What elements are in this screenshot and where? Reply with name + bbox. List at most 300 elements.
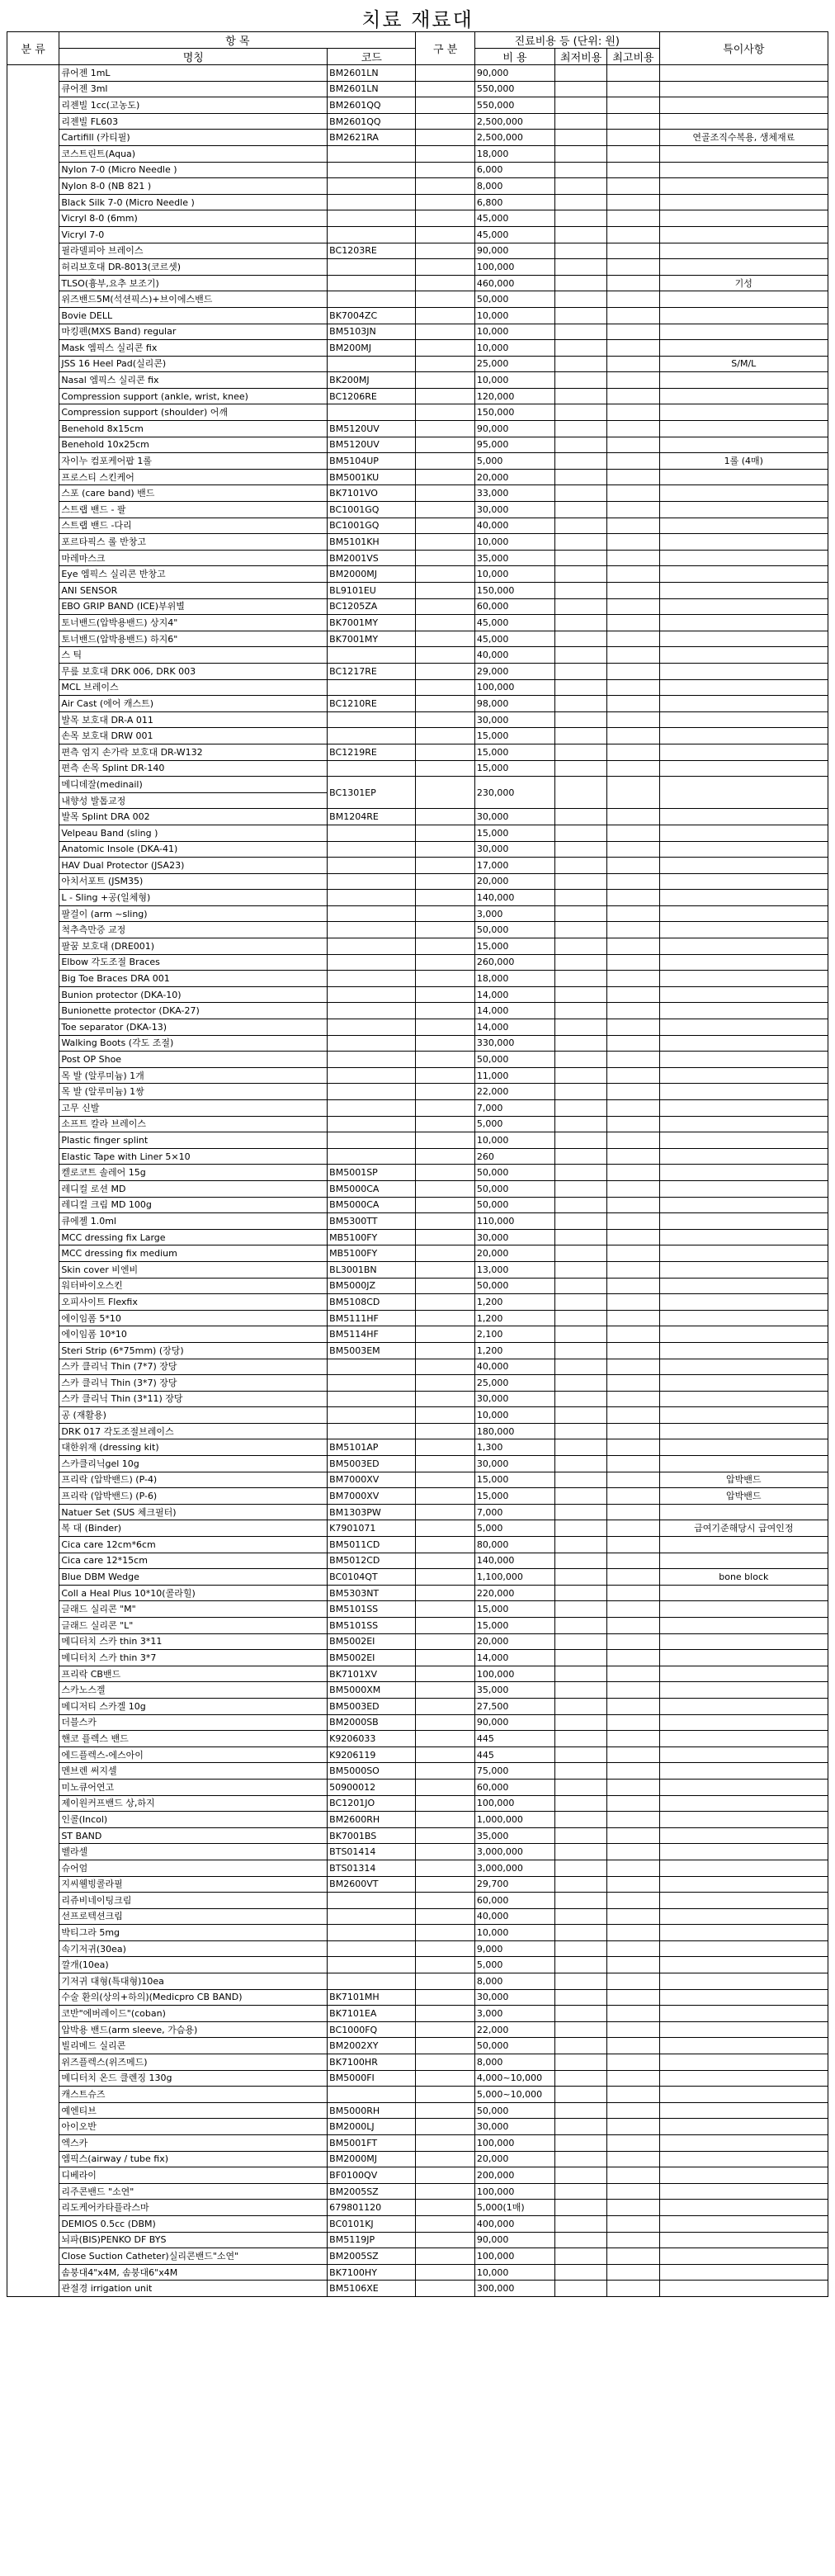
item-max-cost	[607, 1779, 659, 1795]
item-gubun	[416, 663, 475, 679]
item-gubun	[416, 1294, 475, 1311]
item-name: MCC dressing fix Large	[59, 1229, 328, 1245]
table-row	[7, 825, 828, 841]
item-gubun	[416, 1456, 475, 1472]
item-gubun	[416, 2070, 475, 2087]
table-row	[7, 2006, 828, 2022]
item-note	[659, 2215, 828, 2232]
item-name: 메디터치 스카 thin 3*11	[59, 1633, 328, 1650]
table-row	[7, 275, 828, 291]
table-row	[7, 226, 828, 243]
item-max-cost	[607, 2021, 659, 2038]
item-gubun	[416, 2183, 475, 2200]
item-cost: 3,000	[474, 2006, 554, 2022]
item-note	[659, 2151, 828, 2167]
item-note	[659, 1165, 828, 1181]
item-name: HAV Dual Protector (JSA23)	[59, 858, 328, 874]
item-cost: 150,000	[474, 583, 554, 599]
item-max-cost	[607, 2135, 659, 2152]
item-cost: 2,500,000	[474, 113, 554, 130]
item-gubun	[416, 1342, 475, 1359]
item-min-cost	[554, 858, 606, 874]
table-row	[7, 1908, 828, 1925]
item-note: 압박밴드	[659, 1488, 828, 1505]
item-cost: 45,000	[474, 226, 554, 243]
item-gubun	[416, 615, 475, 631]
item-min-cost	[554, 1456, 606, 1472]
item-code	[328, 841, 416, 858]
item-code: 679801120	[328, 2200, 416, 2216]
table-row	[7, 1472, 828, 1488]
item-name: Compression support (shoulder) 어깨	[59, 404, 328, 421]
item-gubun	[416, 1310, 475, 1326]
item-max-cost	[607, 2183, 659, 2200]
item-min-cost	[554, 1827, 606, 1844]
item-cost: 550,000	[474, 97, 554, 114]
item-code: BM5001SP	[328, 1165, 416, 1181]
item-code	[328, 275, 416, 291]
item-max-cost	[607, 1504, 659, 1520]
item-code	[328, 1973, 416, 1990]
table-row	[7, 1019, 828, 1036]
item-cost: 29,700	[474, 1876, 554, 1893]
item-code: BM5101SS	[328, 1601, 416, 1618]
item-code: 50900012	[328, 1779, 416, 1795]
item-cost: 9,000	[474, 1940, 554, 1957]
item-cost: 90,000	[474, 65, 554, 82]
header-name: 명칭	[59, 49, 328, 65]
item-cost: 200,000	[474, 2167, 554, 2184]
item-cost: 30,000	[474, 2119, 554, 2135]
table-row	[7, 178, 828, 195]
table-row	[7, 2183, 828, 2200]
item-max-cost	[607, 922, 659, 938]
item-name: 기저귀 대형(특대형)10ea	[59, 1973, 328, 1990]
item-cost: 25,000	[474, 356, 554, 372]
item-max-cost	[607, 1553, 659, 1569]
item-cost: 6,000	[474, 162, 554, 178]
item-max-cost	[607, 1342, 659, 1359]
item-code	[328, 1391, 416, 1407]
item-code: BC1000FQ	[328, 2021, 416, 2038]
item-cost: 2,100	[474, 1326, 554, 1343]
item-gubun	[416, 2119, 475, 2135]
item-cost: 40,000	[474, 518, 554, 534]
item-note	[659, 113, 828, 130]
item-name: 프리락 (압박밴드) (P-4)	[59, 1472, 328, 1488]
table-row	[7, 858, 828, 874]
table-row	[7, 1731, 828, 1747]
item-max-cost	[607, 356, 659, 372]
item-cost: 4,000~10,000	[474, 2070, 554, 2087]
item-cost: 1,300	[474, 1439, 554, 1456]
item-cost: 6,800	[474, 194, 554, 210]
item-name: 뇌파(BIS)PENKO DF BYS	[59, 2232, 328, 2248]
item-max-cost	[607, 858, 659, 874]
item-gubun	[416, 65, 475, 82]
table-row	[7, 1876, 828, 1893]
item-name: 필라델피아 브레이스	[59, 243, 328, 259]
item-gubun	[416, 1893, 475, 1909]
item-code	[328, 1940, 416, 1957]
item-name: 예엔티브	[59, 2102, 328, 2119]
item-note	[659, 1618, 828, 1634]
item-max-cost	[607, 954, 659, 971]
item-cost: 10,000	[474, 1925, 554, 1941]
item-name: 토너밴드(압박용밴드) 하지6"	[59, 631, 328, 647]
item-note	[659, 2232, 828, 2248]
item-name: 공 (재활용)	[59, 1407, 328, 1424]
item-min-cost	[554, 162, 606, 178]
table-row	[7, 1989, 828, 2006]
item-code	[328, 210, 416, 227]
table-row	[7, 1052, 828, 1068]
item-gubun	[416, 1132, 475, 1149]
item-gubun	[416, 145, 475, 162]
item-gubun	[416, 2151, 475, 2167]
item-cost: 5,000~10,000	[474, 2087, 554, 2103]
item-min-cost	[554, 1261, 606, 1278]
item-min-cost	[554, 469, 606, 485]
item-min-cost	[554, 1132, 606, 1149]
item-name: 리주콘밴드 "소연"	[59, 2183, 328, 2200]
item-gubun	[416, 1666, 475, 1682]
item-code: BM2000MJ	[328, 566, 416, 583]
item-code	[328, 1359, 416, 1375]
item-name: 미노큐어연고	[59, 1779, 328, 1795]
item-gubun	[416, 1213, 475, 1230]
item-gubun	[416, 1520, 475, 1537]
table-row	[7, 1488, 828, 1505]
item-gubun	[416, 1407, 475, 1424]
item-cost: 35,000	[474, 1682, 554, 1699]
table-row	[7, 1116, 828, 1132]
item-name: 목 발 (알루미늄) 1쌍	[59, 1084, 328, 1100]
table-row	[7, 2038, 828, 2054]
item-note	[659, 372, 828, 389]
item-gubun	[416, 1925, 475, 1941]
item-cost: 20,000	[474, 1633, 554, 1650]
item-max-cost	[607, 1876, 659, 1893]
item-cost: 15,000	[474, 1601, 554, 1618]
item-code	[328, 873, 416, 890]
item-max-cost	[607, 1520, 659, 1537]
item-max-cost	[607, 1698, 659, 1714]
item-max-cost	[607, 210, 659, 227]
item-name: 엠픽스(airway / tube fix)	[59, 2151, 328, 2167]
table-row	[7, 2200, 828, 2216]
item-cost: 100,000	[474, 679, 554, 696]
item-note	[659, 1940, 828, 1957]
table-row	[7, 97, 828, 114]
table-row	[7, 437, 828, 453]
item-code: BK200MJ	[328, 372, 416, 389]
item-gubun	[416, 518, 475, 534]
item-note	[659, 2248, 828, 2265]
item-note	[659, 663, 828, 679]
table-row	[7, 1779, 828, 1795]
item-name: 글래드 실리콘 "M"	[59, 1601, 328, 1618]
item-note	[659, 2054, 828, 2071]
item-code	[328, 1893, 416, 1909]
item-min-cost	[554, 2070, 606, 2087]
item-note	[659, 502, 828, 518]
item-note	[659, 890, 828, 906]
item-gubun	[416, 2215, 475, 2232]
item-max-cost	[607, 1908, 659, 1925]
item-min-cost	[554, 2135, 606, 2152]
item-name: 관절경 irrigation unit	[59, 2281, 328, 2297]
table-row	[7, 243, 828, 259]
item-note	[659, 760, 828, 777]
item-note	[659, 97, 828, 114]
item-note	[659, 1844, 828, 1860]
item-note	[659, 1633, 828, 1650]
item-code: BK7100HR	[328, 2054, 416, 2071]
item-max-cost	[607, 1180, 659, 1197]
header-category: 분 류	[7, 32, 59, 65]
item-code: BM5103JN	[328, 324, 416, 340]
item-max-cost	[607, 1989, 659, 2006]
item-name: Elbow 각도조절 Braces	[59, 954, 328, 971]
item-max-cost	[607, 1633, 659, 1650]
item-max-cost	[607, 388, 659, 404]
item-gubun	[416, 1989, 475, 2006]
item-name: Cartifill (카티필)	[59, 130, 328, 146]
item-min-cost	[554, 259, 606, 276]
item-gubun	[416, 453, 475, 470]
item-cost: 15,000	[474, 744, 554, 760]
item-note	[659, 1213, 828, 1230]
item-code	[328, 178, 416, 195]
table-row	[7, 598, 828, 615]
item-max-cost	[607, 938, 659, 955]
item-code: BM5120UV	[328, 421, 416, 437]
table-row	[7, 485, 828, 502]
item-gubun	[416, 1795, 475, 1812]
item-note	[659, 518, 828, 534]
item-code	[328, 905, 416, 922]
item-max-cost	[607, 113, 659, 130]
item-code: BK7100HY	[328, 2264, 416, 2281]
item-cost: 40,000	[474, 1908, 554, 1925]
item-min-cost	[554, 2021, 606, 2038]
item-code	[328, 1375, 416, 1392]
item-note	[659, 583, 828, 599]
item-note	[659, 971, 828, 987]
item-min-cost	[554, 1391, 606, 1407]
table-row	[7, 744, 828, 760]
item-note	[659, 905, 828, 922]
item-note	[659, 696, 828, 712]
table-row	[7, 2151, 828, 2167]
item-cost: 230,000	[474, 777, 554, 809]
item-gubun	[416, 1100, 475, 1117]
item-gubun	[416, 1827, 475, 1844]
item-max-cost	[607, 1407, 659, 1424]
item-cost: 90,000	[474, 243, 554, 259]
item-gubun	[416, 1908, 475, 1925]
item-min-cost	[554, 1650, 606, 1666]
item-name: 마킹펜(MXS Band) regular	[59, 324, 328, 340]
table-row	[7, 696, 828, 712]
item-code	[328, 825, 416, 841]
item-code	[328, 890, 416, 906]
item-note	[659, 1439, 828, 1456]
table-row	[7, 890, 828, 906]
table-row	[7, 324, 828, 340]
item-max-cost	[607, 502, 659, 518]
item-gubun	[416, 873, 475, 890]
item-code: BK7004ZC	[328, 307, 416, 324]
item-name: 박티그라 5mg	[59, 1925, 328, 1941]
item-cost: 7,000	[474, 1504, 554, 1520]
item-cost: 100,000	[474, 1666, 554, 1682]
table-row	[7, 2102, 828, 2119]
item-min-cost	[554, 178, 606, 195]
item-max-cost	[607, 711, 659, 728]
item-name: 리쥬비네이팅크림	[59, 1893, 328, 1909]
item-min-cost	[554, 243, 606, 259]
item-max-cost	[607, 1132, 659, 1149]
item-gubun	[416, 1116, 475, 1132]
item-max-cost	[607, 1714, 659, 1731]
item-min-cost	[554, 1989, 606, 2006]
item-gubun	[416, 1698, 475, 1714]
item-note	[659, 1456, 828, 1472]
item-max-cost	[607, 663, 659, 679]
table-row	[7, 1084, 828, 1100]
item-name: 에이임폼 5*10	[59, 1310, 328, 1326]
item-code: BM5101SS	[328, 1618, 416, 1634]
table-row	[7, 259, 828, 276]
item-min-cost	[554, 1698, 606, 1714]
item-name: 편측 손목 Splint DR-140	[59, 760, 328, 777]
item-code: BC1210RE	[328, 696, 416, 712]
item-gubun	[416, 113, 475, 130]
item-min-cost	[554, 2102, 606, 2119]
item-gubun	[416, 1326, 475, 1343]
item-note	[659, 1666, 828, 1682]
item-cost: 29,000	[474, 663, 554, 679]
item-name: Nylon 8-0 (NB 821 )	[59, 178, 328, 195]
item-gubun	[416, 1682, 475, 1699]
item-min-cost	[554, 1197, 606, 1213]
item-max-cost	[607, 2006, 659, 2022]
item-max-cost	[607, 1278, 659, 1294]
category-cell	[7, 65, 59, 2297]
item-note: 기성	[659, 275, 828, 291]
item-max-cost	[607, 194, 659, 210]
item-note	[659, 388, 828, 404]
item-max-cost	[607, 2215, 659, 2232]
item-name: 제이원커프밴드 상,하지	[59, 1795, 328, 1812]
item-code	[328, 971, 416, 987]
item-name: MCC dressing fix medium	[59, 1245, 328, 1262]
item-max-cost	[607, 453, 659, 470]
item-name: 마레마스크	[59, 550, 328, 566]
item-code: BM2600VT	[328, 1876, 416, 1893]
item-name: 수술 환의(상의+하의)(Medicpro CB BAND)	[59, 1989, 328, 2006]
item-max-cost	[607, 890, 659, 906]
item-cost: 20,000	[474, 469, 554, 485]
item-name: 소프트 칼라 브레이스	[59, 1116, 328, 1132]
item-max-cost	[607, 598, 659, 615]
table-row	[7, 760, 828, 777]
table-row	[7, 1601, 828, 1618]
item-min-cost	[554, 1342, 606, 1359]
table-row	[7, 1633, 828, 1650]
item-name: 오피사이트 Flexfix	[59, 1294, 328, 1311]
table-row	[7, 1245, 828, 1262]
item-min-cost	[554, 1439, 606, 1456]
item-min-cost	[554, 744, 606, 760]
table-row	[7, 518, 828, 534]
table-row	[7, 1666, 828, 1682]
item-name: 디베라이	[59, 2167, 328, 2184]
item-cost: 30,000	[474, 1229, 554, 1245]
item-gubun	[416, 1601, 475, 1618]
item-code: BM5101AP	[328, 1439, 416, 1456]
item-min-cost	[554, 1504, 606, 1520]
item-note	[659, 809, 828, 825]
item-note	[659, 340, 828, 357]
item-max-cost	[607, 1925, 659, 1941]
item-max-cost	[607, 437, 659, 453]
item-note	[659, 1601, 828, 1618]
item-cost: 50,000	[474, 1180, 554, 1197]
item-note	[659, 421, 828, 437]
item-cost: 30,000	[474, 809, 554, 825]
item-note	[659, 1423, 828, 1439]
item-note: 압박밴드	[659, 1472, 828, 1488]
item-note	[659, 1180, 828, 1197]
item-cost: 50,000	[474, 1278, 554, 1294]
item-cost: 5,000	[474, 453, 554, 470]
item-note	[659, 938, 828, 955]
item-name: Bunion protector (DKA-10)	[59, 986, 328, 1003]
item-min-cost	[554, 1067, 606, 1084]
item-min-cost	[554, 307, 606, 324]
item-min-cost	[554, 971, 606, 987]
item-name: 메디데잘(medinail)	[59, 777, 328, 793]
item-note: 급여기준해당시 급여인정	[659, 1520, 828, 1537]
item-code: BC1301EP	[328, 777, 416, 809]
item-note	[659, 679, 828, 696]
table-row	[7, 1618, 828, 1634]
item-note	[659, 1537, 828, 1553]
item-min-cost	[554, 194, 606, 210]
item-code	[328, 1132, 416, 1149]
item-cost: 30,000	[474, 1391, 554, 1407]
item-name: 캐스트슈즈	[59, 2087, 328, 2103]
item-code: BM1303PW	[328, 1504, 416, 1520]
item-gubun	[416, 1585, 475, 1601]
item-min-cost	[554, 1925, 606, 1941]
table-row	[7, 679, 828, 696]
item-name: 코스트린트(Aqua)	[59, 145, 328, 162]
table-row	[7, 2135, 828, 2152]
item-min-cost	[554, 2232, 606, 2248]
item-gubun	[416, 162, 475, 178]
item-gubun	[416, 1278, 475, 1294]
item-min-cost	[554, 1423, 606, 1439]
table-row	[7, 1310, 828, 1326]
item-code: BM200MJ	[328, 340, 416, 357]
item-min-cost	[554, 1779, 606, 1795]
item-gubun	[416, 324, 475, 340]
item-code: BM1204RE	[328, 809, 416, 825]
